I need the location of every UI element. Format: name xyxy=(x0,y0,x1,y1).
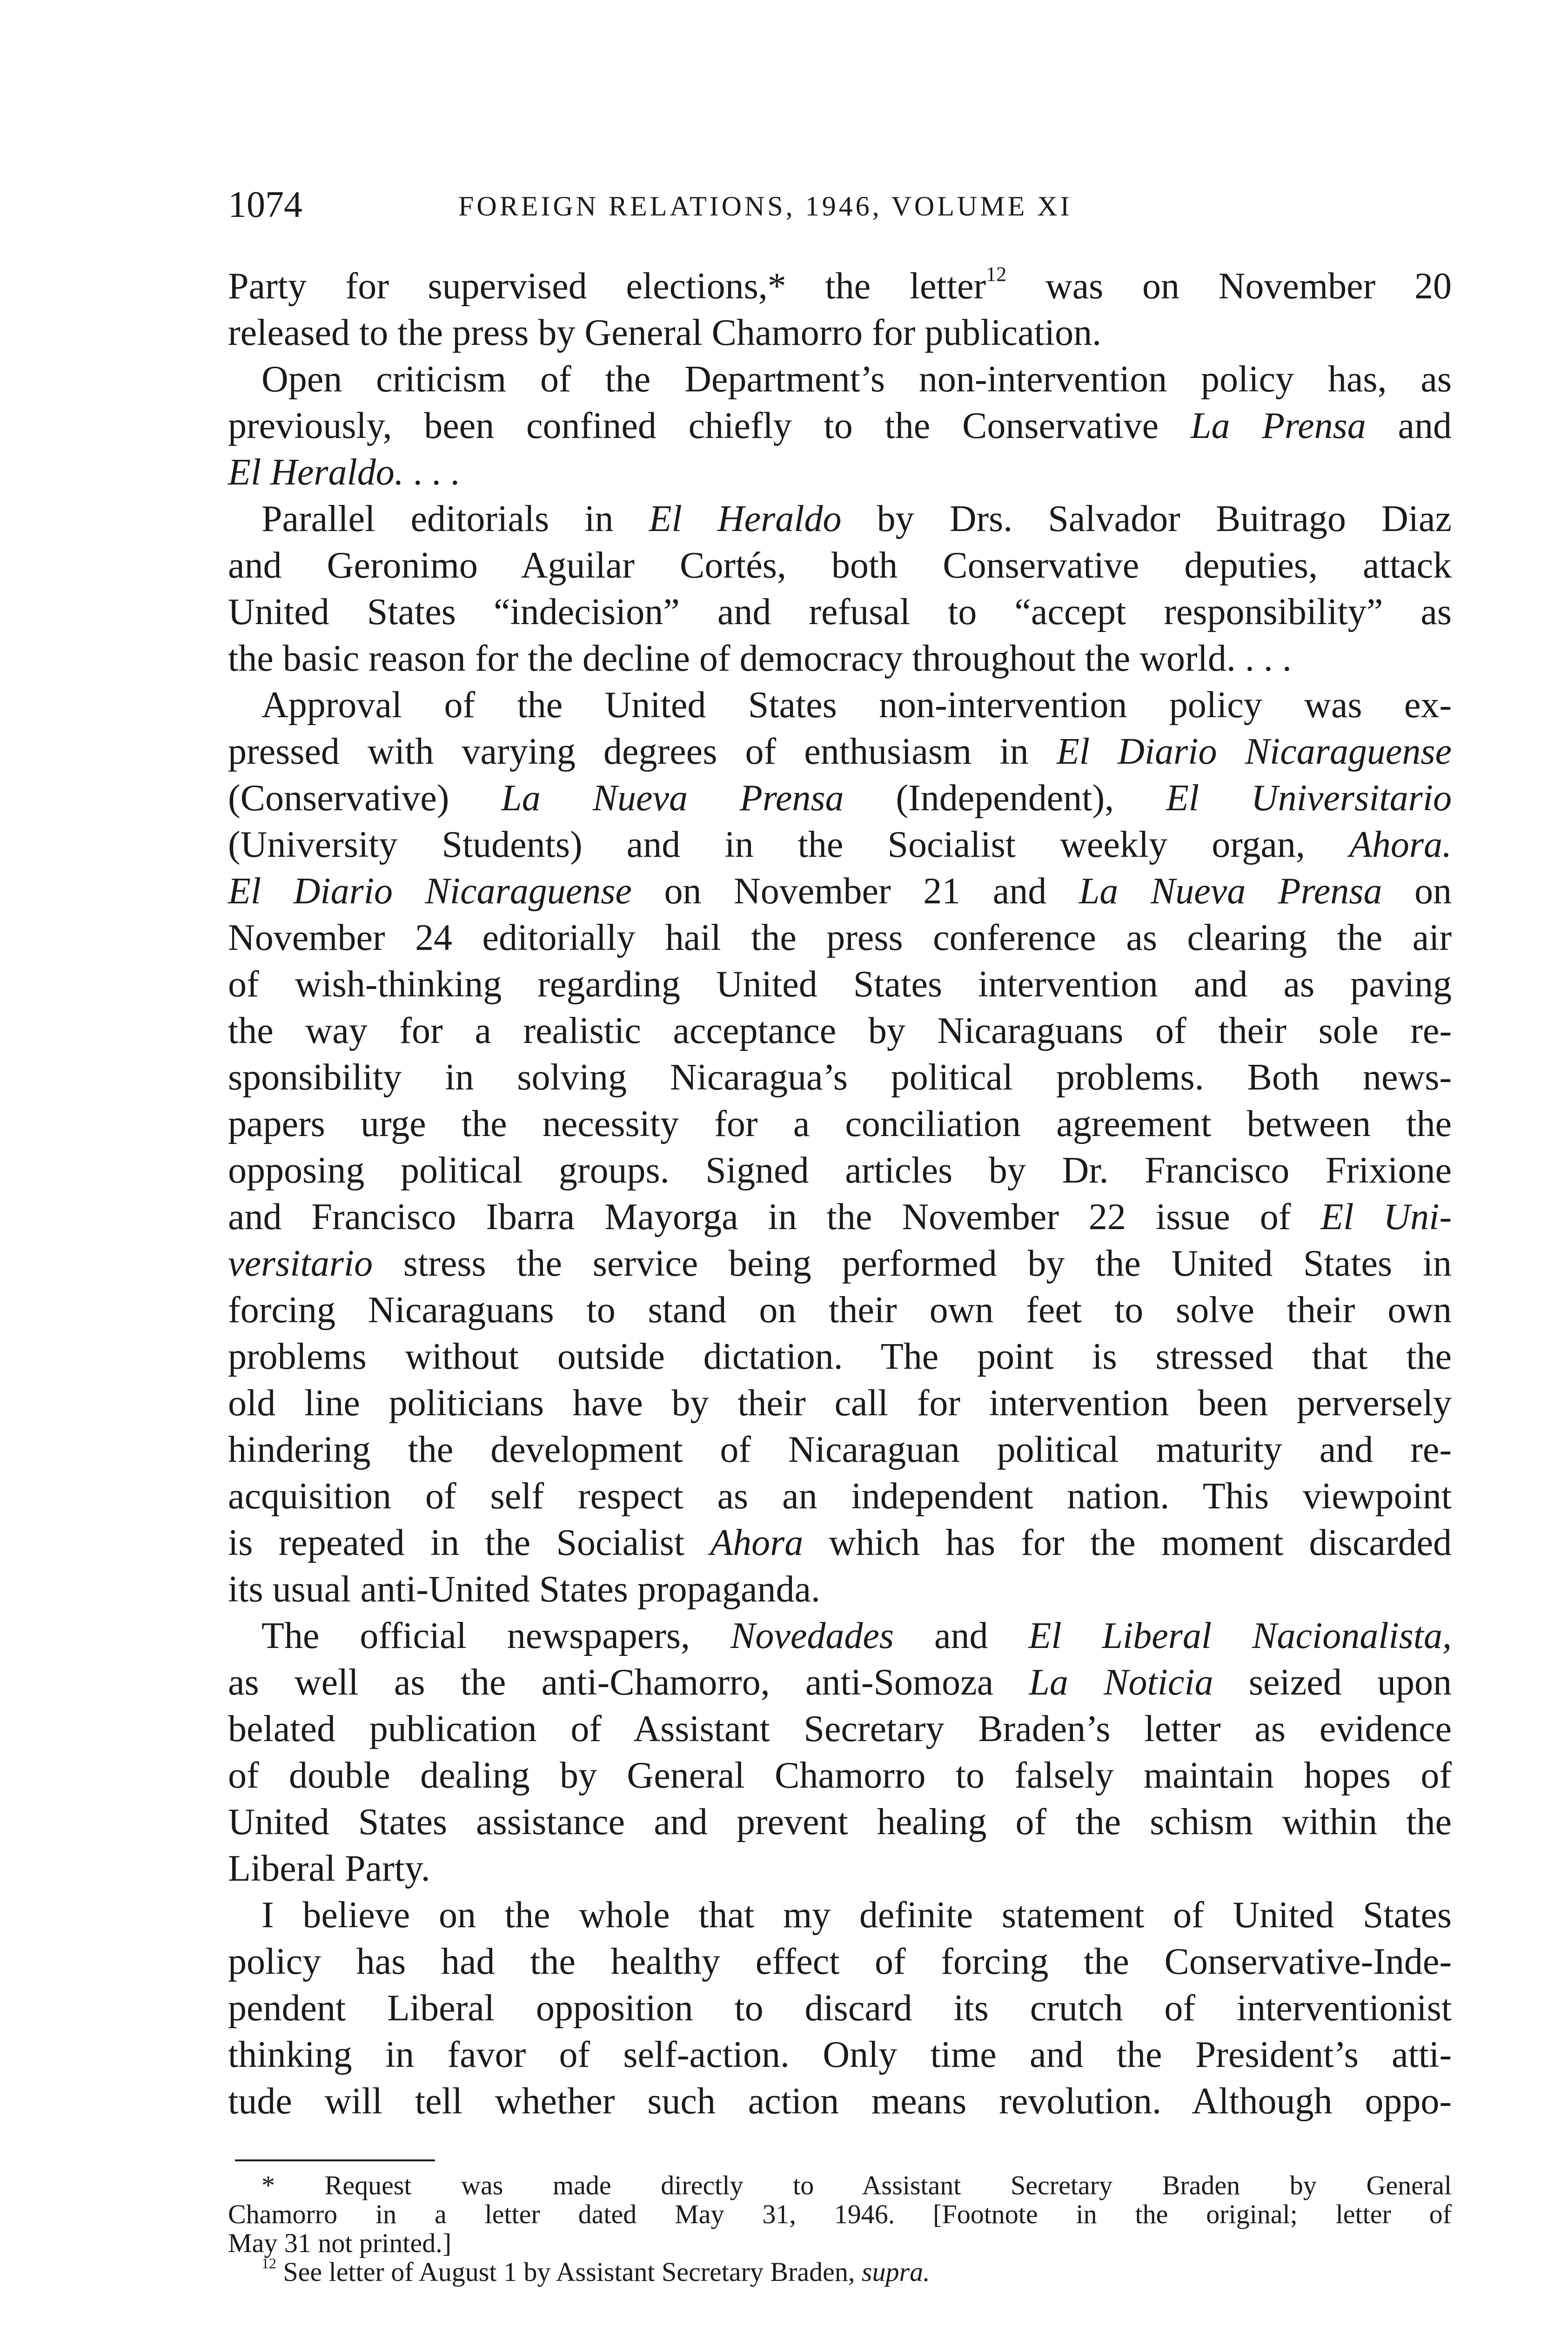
text-line: problems without outside dictation. The point is stressed that the xyxy=(228,1336,1452,1377)
text-line: United States “indecision” and refusal to “accept responsibility” as xyxy=(228,592,1452,632)
footnote-line: Chamorro in a letter dated May 31, 1946. [Footnote in the original; letter of xyxy=(228,2199,1452,2229)
text-line: El Heraldo. . . . xyxy=(228,452,460,493)
text-line: Liberal Party. xyxy=(228,1848,430,1889)
text-line: the basic reason for the decline of democracy throughout the world. . . . xyxy=(228,638,1292,679)
running-title: FOREIGN RELATIONS, 1946, VOLUME XI xyxy=(458,191,1072,222)
text-line: The official newspapers, Novedades and El Liberal Nacionalista, xyxy=(261,1615,1452,1656)
text-line: thinking in favor of self-action. Only time and the President’s atti- xyxy=(228,2034,1452,2075)
text-line: is repeated in the Socialist Ahora which has for the moment discarded xyxy=(228,1522,1452,1563)
text-line: the way for a realistic acceptance by Nicaraguans of their sole re- xyxy=(228,1010,1452,1051)
text-line: Parallel editorials in El Heraldo by Drs. Salvador Buitrago Diaz xyxy=(261,498,1452,539)
footnote-line: May 31 not printed.] xyxy=(228,2228,452,2258)
text-line: Approval of the United States non-intervention policy was ex- xyxy=(261,685,1452,726)
text-line: El Diario Nicaraguense on November 21 and La Nueva Prensa on xyxy=(228,871,1452,912)
body-text xyxy=(228,263,1452,2125)
text-line: of wish-thinking regarding United States intervention and as paving xyxy=(228,964,1452,1005)
text-line: tude will tell whether such action means revolution. Although oppo- xyxy=(228,2081,1452,2122)
text-line: (Conservative) La Nueva Prensa (Independent), El Universitario xyxy=(228,778,1452,819)
text-line: Open criticism of the Department’s non-intervention policy has, as xyxy=(261,359,1452,400)
footnotes xyxy=(228,2171,1452,2287)
page-number: 1074 xyxy=(228,184,302,225)
running-head xyxy=(228,179,1447,230)
text-line: and Francisco Ibarra Mayorga in the November 22 issue of El Uni- xyxy=(228,1197,1452,1237)
text-line: versitario stress the service being performed by the United States in xyxy=(228,1243,1452,1284)
text-line: United States assistance and prevent healing of the schism within the xyxy=(228,1802,1452,1843)
text-line: its usual anti-United States propaganda. xyxy=(228,1569,821,1610)
text-line: old line politicians have by their call for intervention been perversely xyxy=(228,1383,1452,1424)
text-line: and Geronimo Aguilar Cortés, both Conservative deputies, attack xyxy=(228,545,1452,586)
footnote-line: $^{12}$ See letter of August 1 by Assistant Secretary Braden, supra. xyxy=(261,2255,930,2287)
text-line: papers urge the necessity for a conciliation agreement between the xyxy=(228,1103,1452,1144)
text-line: (University Students) and in the Socialist weekly organ, Ahora. xyxy=(228,824,1452,865)
text-line: acquisition of self respect as an independent nation. This viewpoint xyxy=(228,1476,1452,1517)
text-line: sponsibility in solving Nicaragua’s political problems. Both news- xyxy=(228,1057,1452,1098)
footnote-line: * Request was made directly to Assistant Secretary Braden by General xyxy=(261,2170,1452,2200)
text-line: I believe on the whole that my definite statement of United States xyxy=(261,1895,1452,1936)
text-line: November 24 editorially hail the press conference as clearing the air xyxy=(228,917,1452,958)
text-line: policy has had the healthy effect of forcing the Conservative-Inde- xyxy=(228,1941,1452,1982)
text-line: hindering the development of Nicaraguan political maturity and re- xyxy=(228,1429,1452,1470)
text-line: opposing political groups. Signed articles by Dr. Francisco Frixione xyxy=(228,1150,1452,1191)
footnote-divider xyxy=(235,2159,435,2161)
text-line: pressed with varying degrees of enthusiasm in El Diario Nicaraguense xyxy=(228,731,1452,772)
text-line: released to the press by General Chamorro for publication. xyxy=(228,312,1102,353)
text-line: pendent Liberal opposition to discard its crutch of interventionist xyxy=(228,1988,1452,2029)
text-line: as well as the anti-Chamorro, anti-Somoza La Noticia seized upon xyxy=(228,1662,1452,1703)
text-line: Party for supervised elections,* the letter$^{12}$ was on November 20 xyxy=(228,262,1452,307)
text-line: forcing Nicaraguans to stand on their own feet to solve their own xyxy=(228,1290,1452,1331)
text-line: previously, been confined chiefly to the Conservative La Prensa and xyxy=(228,405,1452,446)
footnote-ref: 12 xyxy=(986,262,1007,286)
footnote-marker: 12 xyxy=(261,2255,276,2272)
text-line: belated publication of Assistant Secretary Braden’s letter as evidence xyxy=(228,1708,1452,1749)
text-line: of double dealing by General Chamorro to falsely maintain hopes of xyxy=(228,1755,1452,1796)
